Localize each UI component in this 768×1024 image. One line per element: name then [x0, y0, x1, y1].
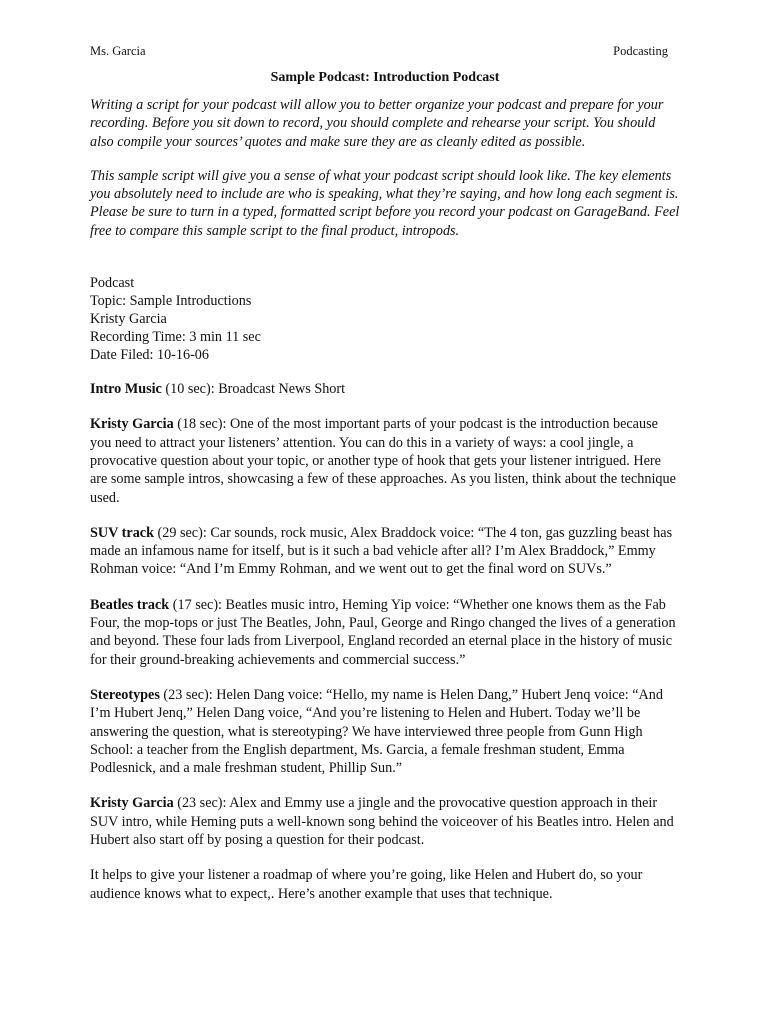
segment-label: Beatles track [90, 596, 170, 613]
segment-intro-music [90, 380, 680, 398]
segment-text: (23 sec): Alex and Emmy use a jingle and the provocative question approach in their SUV intro, while Heming puts a well-known song behind the voiceover of his Beatles intro. Helen and Hubert also start off by posing a question for their podcast. [90, 795, 674, 849]
page-header [90, 44, 680, 62]
meta-type: Podcast [90, 275, 135, 292]
segment-stereotypes [90, 686, 680, 777]
segment-text: (10 sec): Broadcast News Short [161, 381, 346, 398]
segment-beatles-track [90, 596, 680, 669]
intro-paragraph-2: This sample script will give you a sense of what your podcast script should look like. The key elements you absolutely need to include are who is speaking, what they’re saying, and how long each segment is. Please be sure to turn in a typed, formatted script before you record your podcast on GarageBand. Feel free to compare this sample script to the final product, intropods. [90, 167, 680, 239]
closing-paragraph: It helps to give your listener a roadmap of where you’re going, like Helen and Hubert do, so your audience knows what to expect,. Here’s another example that uses that technique. [90, 867, 643, 902]
teacher-name: Ms. Garcia [90, 44, 146, 58]
intro-paragraph-1: Writing a script for your podcast will allow you to better organize your podcast and prepare for your recording. Before you sit down to record, you should complete and rehearse your script. You should also compile your sources’ quotes and make sure they are as cleanly edited as possible. [90, 97, 664, 150]
segment-label: Stereotypes [90, 686, 160, 703]
segment-label: Kristy Garcia [90, 416, 174, 433]
segment-suv-track [90, 524, 680, 579]
meta-topic: Topic: Sample Introductions [90, 293, 252, 310]
segment-kristy-garcia-1 [90, 415, 680, 506]
segment-label: Kristy Garcia [90, 795, 174, 812]
segment-text: (17 sec): Beatles music intro, Heming Yip voice: “Whether one knows them as the Fab Four, the mop-tops or just The Beatles, John, Paul, George and Ringo changed the lives of a generation and beyond. These four lads from Liverpool, England recorded an eternal place in the history of music for their ground-breaking achievements and commercial success.” [90, 596, 676, 668]
segment-text: (29 sec): Car sounds, rock music, Alex Braddock voice: “The 4 ton, gas guzzling beast has made an infamous name for itself, but is it such a bad vehicle after all? I’m Alex Braddock,” Emmy Rohman voice: “And I’m Emmy Rohman, and we went out to get the final word on SUVs.” [90, 524, 673, 578]
meta-author: Kristy Garcia [90, 311, 167, 328]
document-title: Sample Podcast: Introduction Podcast [270, 70, 500, 85]
podcast-meta [90, 274, 680, 364]
document-page [90, 44, 680, 903]
course-name: Podcasting [613, 44, 668, 58]
segment-kristy-garcia-2 [90, 794, 680, 849]
meta-date-filed: Date Filed: 10-16-06 [90, 347, 209, 364]
meta-recording-time: Recording Time: 3 min 11 sec [90, 329, 261, 346]
segment-text: (18 sec): One of the most important parts of your podcast is the introduction because you need to attract your listeners’ attention. You can do this in a variety of ways: a cool jingle, a provocative question about your topic, or another type of hook that gets your listener intrigued. Here are some sample intros, showcasing a few of these approaches. As you listen, think about the technique used. [90, 416, 676, 506]
segment-label: Intro Music [90, 381, 162, 398]
segment-text: (23 sec): Helen Dang voice: “Hello, my name is Helen Dang,” Hubert Jenq voice: “And I’m Hubert Jenq,” Helen Dang voice, “And you’re listening to Helen and Hubert. Today we’ll be answering the question, what is stereotyping? We have interviewed three people from Gunn High School: a teacher from the English department, Ms. Garcia, a female freshman student, Emma Podlesnick, and a male freshman student, Phillip Sun.” [90, 686, 663, 777]
segment-label: SUV track [90, 524, 154, 541]
